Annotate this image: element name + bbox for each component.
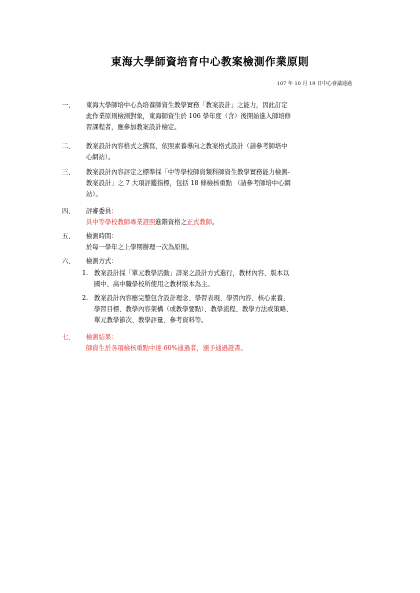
section-heading: 檢測結果： xyxy=(86,334,118,341)
section-number: 六、 xyxy=(62,258,75,265)
emphasis-text: 具中等學校教師專業證照 xyxy=(86,219,156,227)
item-line: 教案設計內容應完整包含設計理念、學習表現、學習內容、核心素養、 xyxy=(94,295,290,302)
section-line: 此作業原則檢測對象，東海師資生於 106 學年度（含）後開始進入師培修 xyxy=(86,113,291,121)
emphasis-text: 正式教師 xyxy=(186,219,212,227)
section-body: 師資生於各項檢核重點中達 60%通過者，頒予通過證書。 xyxy=(86,345,247,353)
section-line: 站）。 xyxy=(86,191,102,199)
item-line: 學習目標、教學內容架構（或教學要點）、教學流程、教學方法或策略、 xyxy=(94,306,293,314)
section-line: 東海大學師培中心為培養師資生教學實務「教案設計」之能力，因此訂定 xyxy=(86,102,288,109)
item-number: 2. xyxy=(82,295,89,302)
item-line: 教案設計採「單元教學活動」詳案之設計方式進行，教材內容、版本以 xyxy=(94,270,290,277)
section-line: 教案設計內容格式之撰寫，依照素養導向之教案格式設計（請參考師培中 xyxy=(86,143,288,150)
section-heading: 檢測時間： xyxy=(86,233,118,240)
item-line: 國中、高中職學校所使用之教材版本為主。 xyxy=(94,281,214,289)
section-number: 一、 xyxy=(62,102,75,109)
document-title: 東海大學師資培育中心教案檢測作業原則 xyxy=(111,56,309,68)
approval-date: 107 年 10 月 19 日中心會議通過 xyxy=(276,81,352,87)
section-line: 教案設計內容評定之標準採「中等學校師資類科師資生教學實務能力檢測- xyxy=(86,169,290,176)
section-body: 於每一學年之上學期辦理一次為原則。 xyxy=(86,244,194,252)
section-number: 七、 xyxy=(62,334,75,341)
section-number: 四、 xyxy=(62,208,75,215)
item-line: 單元教學節次、教學評量、參考資料等。 xyxy=(94,317,208,325)
section-heading: 檢測方式： xyxy=(86,258,118,265)
section-line: 習課程者，應參加教案設計檢定。 xyxy=(86,124,181,132)
section-line: 教案設計」之 7 大項評鑑指標，包括 18 條檢核重點 （請參考師培中心網 xyxy=(86,180,291,188)
section-number: 五、 xyxy=(62,233,75,240)
section-number: 三、 xyxy=(62,169,75,176)
section-heading: 評審委員： xyxy=(86,208,118,215)
section-body: 具中等學校教師專業證照進階資格之正式教師。 xyxy=(86,219,219,227)
item-number: 1. xyxy=(82,270,89,277)
section-number: 二、 xyxy=(62,143,75,150)
section-line: 心網站）。 xyxy=(86,154,115,162)
